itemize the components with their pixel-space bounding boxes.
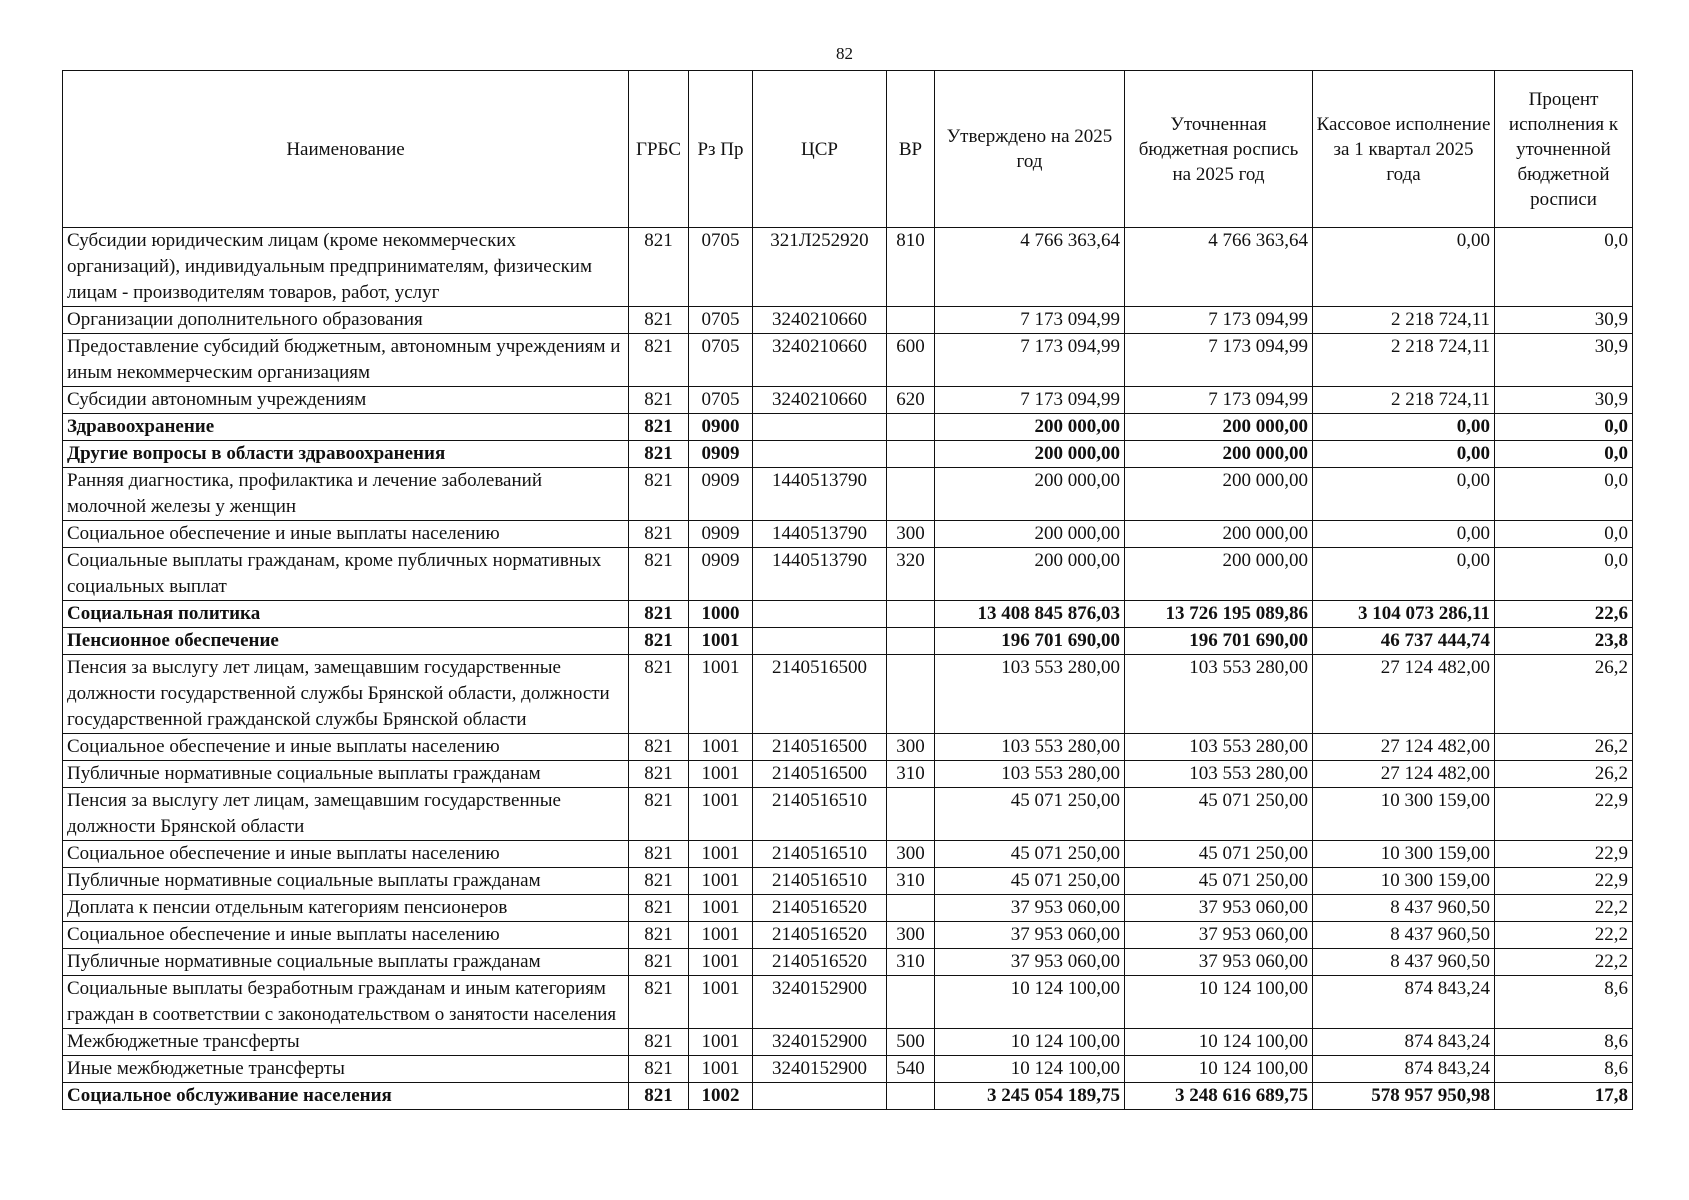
- table-row: [63, 734, 1633, 761]
- cell-refined: 37 953 060,00: [1125, 895, 1313, 922]
- cell-grbs: 821: [629, 387, 689, 414]
- cell-grbs: 821: [629, 414, 689, 441]
- cell-vr: 500: [887, 1029, 935, 1056]
- cell-percent: 8,6: [1495, 1029, 1633, 1056]
- cell-rzpr: 1001: [689, 1056, 753, 1083]
- cell-approved: 7 173 094,99: [935, 334, 1125, 387]
- header-csr: ЦСР: [753, 71, 887, 228]
- cell-approved: 200 000,00: [935, 468, 1125, 521]
- cell-percent: 22,9: [1495, 841, 1633, 868]
- cell-percent: 22,2: [1495, 949, 1633, 976]
- cell-csr: 2140516520: [753, 922, 887, 949]
- cell-grbs: 821: [629, 1056, 689, 1083]
- cell-grbs: 821: [629, 922, 689, 949]
- cell-csr: 2140516500: [753, 761, 887, 788]
- cell-cash: 10 300 159,00: [1313, 788, 1495, 841]
- cell-grbs: 821: [629, 468, 689, 521]
- table-row: [63, 228, 1633, 307]
- cell-vr: [887, 414, 935, 441]
- cell-refined: 103 553 280,00: [1125, 761, 1313, 788]
- cell-grbs: 821: [629, 228, 689, 307]
- cell-approved: 200 000,00: [935, 548, 1125, 601]
- cell-vr: 810: [887, 228, 935, 307]
- table-row: [63, 521, 1633, 548]
- cell-cash: 8 437 960,50: [1313, 922, 1495, 949]
- cell-name: Социальные выплаты гражданам, кроме публичных нормативных социальных выплат: [63, 548, 629, 601]
- cell-rzpr: 1002: [689, 1083, 753, 1110]
- cell-rzpr: 1001: [689, 841, 753, 868]
- cell-rzpr: 1001: [689, 788, 753, 841]
- table-row: [63, 548, 1633, 601]
- cell-csr: 2140516520: [753, 895, 887, 922]
- cell-approved: 37 953 060,00: [935, 895, 1125, 922]
- cell-name: Пенсия за выслугу лет лицам, замещавшим государственные должности Брянской области: [63, 788, 629, 841]
- cell-vr: 300: [887, 922, 935, 949]
- cell-rzpr: 1001: [689, 976, 753, 1029]
- table-row: [63, 414, 1633, 441]
- cell-rzpr: 1001: [689, 761, 753, 788]
- cell-approved: 13 408 845 876,03: [935, 601, 1125, 628]
- cell-rzpr: 0909: [689, 468, 753, 521]
- cell-name: Пенсионное обеспечение: [63, 628, 629, 655]
- cell-csr: [753, 1083, 887, 1110]
- table-header-row: [63, 71, 1633, 228]
- cell-grbs: 821: [629, 1083, 689, 1110]
- cell-refined: 37 953 060,00: [1125, 949, 1313, 976]
- table-row: [63, 307, 1633, 334]
- cell-refined: 103 553 280,00: [1125, 734, 1313, 761]
- cell-grbs: 821: [629, 628, 689, 655]
- cell-grbs: 821: [629, 307, 689, 334]
- cell-percent: 0,0: [1495, 468, 1633, 521]
- cell-percent: 0,0: [1495, 441, 1633, 468]
- table-body: [63, 228, 1633, 1110]
- cell-grbs: 821: [629, 601, 689, 628]
- cell-csr: 1440513790: [753, 468, 887, 521]
- cell-percent: 26,2: [1495, 761, 1633, 788]
- cell-csr: [753, 628, 887, 655]
- cell-csr: 1440513790: [753, 548, 887, 601]
- cell-csr: [753, 601, 887, 628]
- cell-approved: 103 553 280,00: [935, 655, 1125, 734]
- cell-cash: 8 437 960,50: [1313, 895, 1495, 922]
- cell-vr: 300: [887, 521, 935, 548]
- cell-rzpr: 0909: [689, 441, 753, 468]
- cell-percent: 26,2: [1495, 655, 1633, 734]
- cell-cash: 46 737 444,74: [1313, 628, 1495, 655]
- cell-vr: [887, 655, 935, 734]
- cell-percent: 22,2: [1495, 922, 1633, 949]
- cell-cash: 874 843,24: [1313, 1029, 1495, 1056]
- cell-name: Публичные нормативные социальные выплаты гражданам: [63, 761, 629, 788]
- cell-csr: 2140516510: [753, 868, 887, 895]
- table-row: [63, 1029, 1633, 1056]
- table-row: [63, 976, 1633, 1029]
- cell-name: Здравоохранение: [63, 414, 629, 441]
- cell-rzpr: 1001: [689, 949, 753, 976]
- cell-refined: 7 173 094,99: [1125, 307, 1313, 334]
- table-row: [63, 841, 1633, 868]
- cell-name: Другие вопросы в области здравоохранения: [63, 441, 629, 468]
- table-row: [63, 1056, 1633, 1083]
- cell-cash: 27 124 482,00: [1313, 734, 1495, 761]
- cell-csr: 3240210660: [753, 307, 887, 334]
- cell-csr: 2140516520: [753, 949, 887, 976]
- cell-approved: 37 953 060,00: [935, 922, 1125, 949]
- cell-vr: [887, 976, 935, 1029]
- table-row: [63, 1083, 1633, 1110]
- cell-cash: 27 124 482,00: [1313, 655, 1495, 734]
- table-row: [63, 922, 1633, 949]
- cell-refined: 37 953 060,00: [1125, 922, 1313, 949]
- cell-refined: 200 000,00: [1125, 441, 1313, 468]
- cell-cash: 0,00: [1313, 228, 1495, 307]
- budget-table: [62, 70, 1633, 1110]
- cell-grbs: 821: [629, 734, 689, 761]
- cell-rzpr: 0909: [689, 521, 753, 548]
- cell-refined: 13 726 195 089,86: [1125, 601, 1313, 628]
- cell-name: Межбюджетные трансферты: [63, 1029, 629, 1056]
- cell-approved: 200 000,00: [935, 414, 1125, 441]
- cell-grbs: 821: [629, 788, 689, 841]
- cell-cash: 0,00: [1313, 548, 1495, 601]
- cell-name: Публичные нормативные социальные выплаты гражданам: [63, 949, 629, 976]
- cell-refined: 45 071 250,00: [1125, 868, 1313, 895]
- cell-percent: 26,2: [1495, 734, 1633, 761]
- cell-cash: 3 104 073 286,11: [1313, 601, 1495, 628]
- header-percent: Процент исполнения к уточненной бюджетной росписи: [1495, 71, 1633, 228]
- cell-csr: 3240152900: [753, 1056, 887, 1083]
- header-name: Наименование: [63, 71, 629, 228]
- cell-csr: 3240210660: [753, 387, 887, 414]
- cell-cash: 2 218 724,11: [1313, 307, 1495, 334]
- cell-percent: 8,6: [1495, 1056, 1633, 1083]
- cell-vr: 600: [887, 334, 935, 387]
- cell-cash: 0,00: [1313, 521, 1495, 548]
- cell-csr: 2140516500: [753, 734, 887, 761]
- cell-grbs: 821: [629, 761, 689, 788]
- cell-approved: 196 701 690,00: [935, 628, 1125, 655]
- cell-grbs: 821: [629, 976, 689, 1029]
- cell-name: Доплата к пенсии отдельным категориям пенсионеров: [63, 895, 629, 922]
- cell-rzpr: 0909: [689, 548, 753, 601]
- cell-grbs: 821: [629, 521, 689, 548]
- cell-cash: 874 843,24: [1313, 976, 1495, 1029]
- cell-refined: 10 124 100,00: [1125, 976, 1313, 1029]
- cell-name: Иные межбюджетные трансферты: [63, 1056, 629, 1083]
- table-row: [63, 628, 1633, 655]
- cell-percent: 22,2: [1495, 895, 1633, 922]
- cell-rzpr: 1001: [689, 655, 753, 734]
- cell-approved: 200 000,00: [935, 521, 1125, 548]
- cell-rzpr: 1001: [689, 1029, 753, 1056]
- cell-vr: 300: [887, 734, 935, 761]
- cell-csr: 2140516510: [753, 788, 887, 841]
- cell-rzpr: 1001: [689, 895, 753, 922]
- cell-cash: 27 124 482,00: [1313, 761, 1495, 788]
- cell-approved: 103 553 280,00: [935, 761, 1125, 788]
- cell-rzpr: 0705: [689, 334, 753, 387]
- table-row: [63, 761, 1633, 788]
- table-row: [63, 468, 1633, 521]
- cell-vr: [887, 307, 935, 334]
- cell-csr: 321Л252920: [753, 228, 887, 307]
- cell-rzpr: 1001: [689, 922, 753, 949]
- cell-refined: 45 071 250,00: [1125, 788, 1313, 841]
- cell-refined: 10 124 100,00: [1125, 1029, 1313, 1056]
- cell-approved: 103 553 280,00: [935, 734, 1125, 761]
- cell-percent: 30,9: [1495, 307, 1633, 334]
- cell-approved: 3 245 054 189,75: [935, 1083, 1125, 1110]
- cell-percent: 22,9: [1495, 868, 1633, 895]
- cell-grbs: 821: [629, 841, 689, 868]
- cell-percent: 30,9: [1495, 387, 1633, 414]
- cell-name: Социальное обеспечение и иные выплаты населению: [63, 521, 629, 548]
- header-vr: ВР: [887, 71, 935, 228]
- table-row: [63, 868, 1633, 895]
- cell-csr: 1440513790: [753, 521, 887, 548]
- cell-csr: 3240210660: [753, 334, 887, 387]
- cell-refined: 200 000,00: [1125, 521, 1313, 548]
- table-row: [63, 441, 1633, 468]
- cell-vr: 300: [887, 841, 935, 868]
- cell-csr: 3240152900: [753, 976, 887, 1029]
- cell-vr: 310: [887, 761, 935, 788]
- cell-vr: [887, 468, 935, 521]
- cell-approved: 10 124 100,00: [935, 976, 1125, 1029]
- header-approved: Утверждено на 2025 год: [935, 71, 1125, 228]
- cell-grbs: 821: [629, 441, 689, 468]
- cell-approved: 37 953 060,00: [935, 949, 1125, 976]
- cell-name: Социальное обеспечение и иные выплаты населению: [63, 922, 629, 949]
- header-refined: Уточненная бюджетная роспись на 2025 год: [1125, 71, 1313, 228]
- cell-refined: 103 553 280,00: [1125, 655, 1313, 734]
- header-grbs: ГРБС: [629, 71, 689, 228]
- cell-refined: 200 000,00: [1125, 414, 1313, 441]
- cell-refined: 7 173 094,99: [1125, 387, 1313, 414]
- table-row: [63, 334, 1633, 387]
- cell-percent: 17,8: [1495, 1083, 1633, 1110]
- table-row: [63, 601, 1633, 628]
- cell-csr: 2140516500: [753, 655, 887, 734]
- cell-cash: 8 437 960,50: [1313, 949, 1495, 976]
- cell-name: Социальное обеспечение и иные выплаты населению: [63, 841, 629, 868]
- cell-name: Публичные нормативные социальные выплаты гражданам: [63, 868, 629, 895]
- table-row: [63, 387, 1633, 414]
- cell-refined: 7 173 094,99: [1125, 334, 1313, 387]
- cell-csr: 2140516510: [753, 841, 887, 868]
- cell-name: Социальное обеспечение и иные выплаты населению: [63, 734, 629, 761]
- cell-vr: [887, 895, 935, 922]
- cell-percent: 22,6: [1495, 601, 1633, 628]
- cell-grbs: 821: [629, 868, 689, 895]
- cell-vr: 310: [887, 868, 935, 895]
- cell-cash: 874 843,24: [1313, 1056, 1495, 1083]
- cell-vr: [887, 441, 935, 468]
- cell-grbs: 821: [629, 548, 689, 601]
- cell-refined: 196 701 690,00: [1125, 628, 1313, 655]
- table-row: [63, 788, 1633, 841]
- cell-percent: 0,0: [1495, 414, 1633, 441]
- cell-name: Пенсия за выслугу лет лицам, замещавшим государственные должности государственной службы Брянской области, должности государственной гражданской службы Брянской области: [63, 655, 629, 734]
- cell-name: Социальная политика: [63, 601, 629, 628]
- cell-percent: 0,0: [1495, 521, 1633, 548]
- cell-name: Социальное обслуживание населения: [63, 1083, 629, 1110]
- cell-rzpr: 0705: [689, 307, 753, 334]
- cell-rzpr: 1000: [689, 601, 753, 628]
- cell-approved: 45 071 250,00: [935, 868, 1125, 895]
- cell-vr: [887, 628, 935, 655]
- cell-approved: 45 071 250,00: [935, 841, 1125, 868]
- cell-rzpr: 1001: [689, 734, 753, 761]
- cell-vr: [887, 601, 935, 628]
- cell-name: Социальные выплаты безработным гражданам и иным категориям граждан в соответствии с законодательством о занятости населения: [63, 976, 629, 1029]
- cell-refined: 200 000,00: [1125, 468, 1313, 521]
- cell-name: Предоставление субсидий бюджетным, автономным учреждениям и иным некоммерческим организациям: [63, 334, 629, 387]
- cell-grbs: 821: [629, 655, 689, 734]
- cell-cash: 578 957 950,98: [1313, 1083, 1495, 1110]
- cell-cash: 10 300 159,00: [1313, 841, 1495, 868]
- cell-cash: 0,00: [1313, 414, 1495, 441]
- cell-grbs: 821: [629, 949, 689, 976]
- cell-approved: 4 766 363,64: [935, 228, 1125, 307]
- cell-approved: 7 173 094,99: [935, 387, 1125, 414]
- cell-refined: 45 071 250,00: [1125, 841, 1313, 868]
- cell-percent: 8,6: [1495, 976, 1633, 1029]
- cell-csr: 3240152900: [753, 1029, 887, 1056]
- table-row: [63, 655, 1633, 734]
- cell-grbs: 821: [629, 895, 689, 922]
- cell-percent: 30,9: [1495, 334, 1633, 387]
- table-row: [63, 949, 1633, 976]
- cell-approved: 10 124 100,00: [935, 1056, 1125, 1083]
- cell-vr: 310: [887, 949, 935, 976]
- cell-cash: 2 218 724,11: [1313, 334, 1495, 387]
- cell-rzpr: 0900: [689, 414, 753, 441]
- cell-grbs: 821: [629, 1029, 689, 1056]
- cell-rzpr: 1001: [689, 868, 753, 895]
- header-rzpr: Рз Пр: [689, 71, 753, 228]
- cell-refined: 3 248 616 689,75: [1125, 1083, 1313, 1110]
- cell-percent: 0,0: [1495, 548, 1633, 601]
- cell-vr: [887, 788, 935, 841]
- cell-rzpr: 0705: [689, 387, 753, 414]
- cell-refined: 200 000,00: [1125, 548, 1313, 601]
- cell-name: Ранняя диагностика, профилактика и лечение заболеваний молочной железы у женщин: [63, 468, 629, 521]
- cell-approved: 7 173 094,99: [935, 307, 1125, 334]
- cell-approved: 10 124 100,00: [935, 1029, 1125, 1056]
- page-number: 82: [836, 44, 853, 63]
- cell-approved: 200 000,00: [935, 441, 1125, 468]
- cell-csr: [753, 414, 887, 441]
- cell-cash: 2 218 724,11: [1313, 387, 1495, 414]
- cell-csr: [753, 441, 887, 468]
- cell-grbs: 821: [629, 334, 689, 387]
- cell-vr: 320: [887, 548, 935, 601]
- cell-name: Субсидии автономным учреждениям: [63, 387, 629, 414]
- cell-vr: 620: [887, 387, 935, 414]
- cell-cash: 0,00: [1313, 468, 1495, 521]
- cell-percent: 22,9: [1495, 788, 1633, 841]
- cell-percent: 23,8: [1495, 628, 1633, 655]
- cell-refined: 4 766 363,64: [1125, 228, 1313, 307]
- cell-name: Субсидии юридическим лицам (кроме некоммерческих организаций), индивидуальным предпринимателям, физическим лицам - производителям товаров, работ, услуг: [63, 228, 629, 307]
- cell-rzpr: 0705: [689, 228, 753, 307]
- cell-approved: 45 071 250,00: [935, 788, 1125, 841]
- cell-percent: 0,0: [1495, 228, 1633, 307]
- cell-vr: [887, 1083, 935, 1110]
- cell-cash: 0,00: [1313, 441, 1495, 468]
- cell-vr: 540: [887, 1056, 935, 1083]
- cell-name: Организации дополнительного образования: [63, 307, 629, 334]
- header-cash: Кассовое исполнение за 1 квартал 2025 года: [1313, 71, 1495, 228]
- table-row: [63, 895, 1633, 922]
- cell-refined: 10 124 100,00: [1125, 1056, 1313, 1083]
- cell-cash: 10 300 159,00: [1313, 868, 1495, 895]
- cell-rzpr: 1001: [689, 628, 753, 655]
